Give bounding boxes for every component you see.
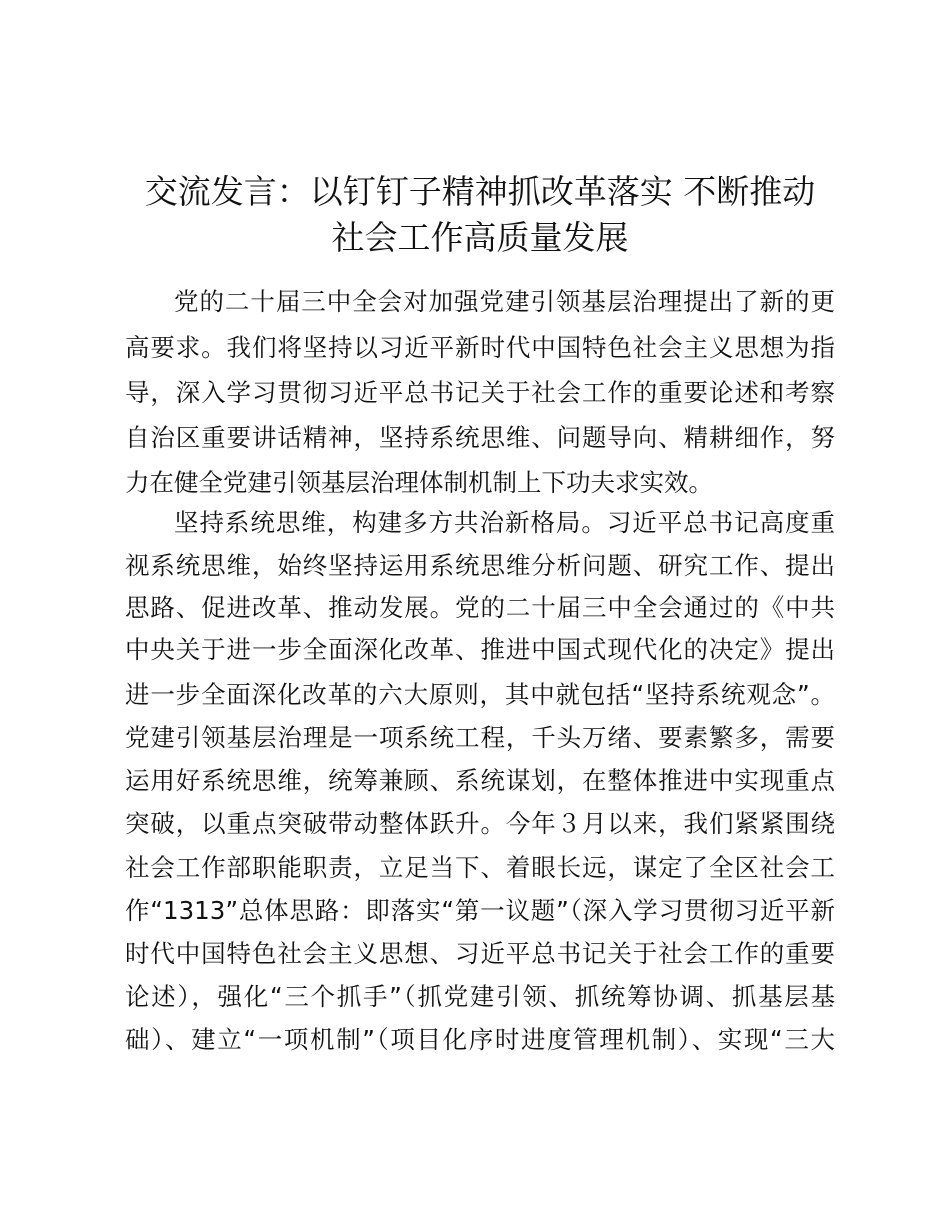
document-title-line-2: 社会工作高质量发展 xyxy=(331,218,629,257)
paragraph-2-line: 论述），强化“三个抓手”（抓党建引领、抓统筹协调、抓基层基 xyxy=(125,982,835,1011)
paragraph-2-line: 党建引领基层治理是一项系统工程，千头万绪、要素繁多，需要 xyxy=(125,723,835,752)
paragraph-2-line: 作“1313”总体思路：即落实“第一议题”（深入学习贯彻习近平新 xyxy=(125,896,835,925)
paragraph-2-line: 进一步全面深化改革的六大原则，其中就包括“坚持系统观念”。 xyxy=(125,680,835,709)
paragraph-1-line: 党的二十届三中全会对加强党建引领基层治理提出了新的更 xyxy=(174,287,835,316)
document-title-line-1: 交流发言：以钉钉子精神抓改革落实 不断推动 xyxy=(144,172,816,211)
paragraph-2-line: 坚持系统思维，构建多方共治新格局。习近平总书记高度重 xyxy=(174,508,835,537)
paragraph-2-line: 础）、建立“一项机制”（项目化序时进度管理机制）、实现“三大 xyxy=(125,1025,835,1054)
paragraph-2-line: 思路、促进改革、推动发展。党的二十届三中全会通过的《中共 xyxy=(125,593,835,622)
paragraph-1-line: 高要求。我们将坚持以习近平新时代中国特色社会主义思想为指 xyxy=(125,333,835,362)
paragraph-2-line: 视系统思维，始终坚持运用系统思维分析问题、研究工作、提出 xyxy=(125,551,835,580)
paragraph-2-line: 运用好系统思维，统筹兼顾、系统谋划，在整体推进中实现重点 xyxy=(125,766,835,795)
paragraph-1-line: 自治区重要讲话精神，坚持系统思维、问题导向、精耕细作，努 xyxy=(125,423,835,452)
paragraph-2-line: 突破，以重点突破带动整体跃升。今年３月以来，我们紧紧围绕 xyxy=(125,809,835,838)
paragraph-1-line: 导，深入学习贯彻习近平总书记关于社会工作的重要论述和考察 xyxy=(125,378,835,407)
paragraph-2-line: 中央关于进一步全面深化改革、推进中国式现代化的决定》提出 xyxy=(125,635,835,664)
paragraph-2-line: 社会工作部职能职责，立足当下、着眼长远，谋定了全区社会工 xyxy=(125,853,835,882)
paragraph-2-line: 时代中国特色社会主义思想、习近平总书记关于社会工作的重要 xyxy=(125,939,835,968)
paragraph-1-line: 力在健全党建引领基层治理体制机制上下功夫求实效。 xyxy=(125,468,713,497)
